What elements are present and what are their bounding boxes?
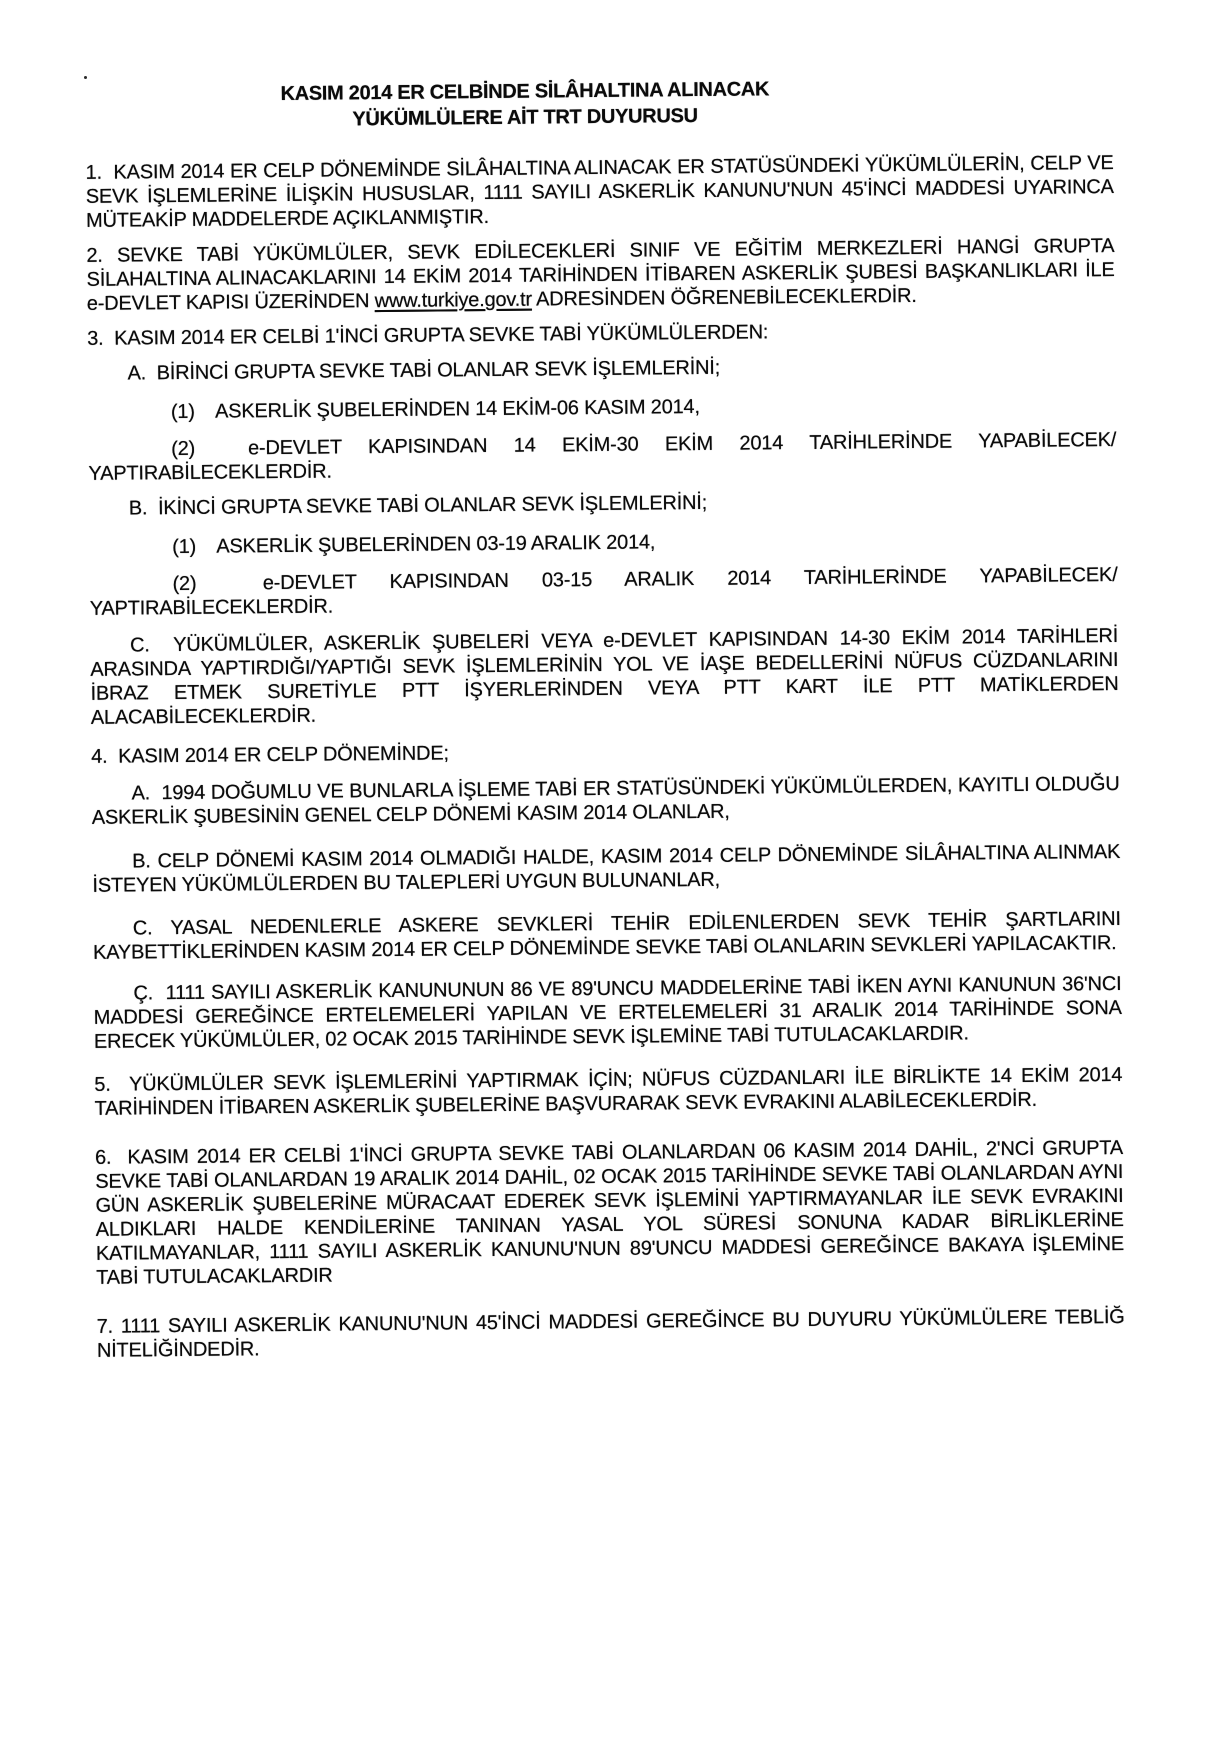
document-title <box>85 74 965 134</box>
subitem-3b-2: (2) e-DEVLET KAPISINDAN 03-15 ARALIK 2014 TARİHLERİNDE YAPABİLECEK/ YAPTIRABİLECEKLERDİR. <box>89 563 1118 620</box>
subitem-3b-1: (1) ASKERLİK ŞUBELERİNDEN 03-19 ARALIK 2014, <box>172 531 656 559</box>
paragraph-2-text-after: ADRESİNDEN ÖĞRENEBİLECEKLERDİR. <box>531 284 917 311</box>
item-4a: A. 1994 DOĞUMLU VE BUNLARLA İŞLEME TABİ ER STATÜSÜNDEKİ YÜKÜMLÜLERDEN, KAYITLI OLDUĞU ASKERLİK ŞUBESİNİN GENEL CELP DÖNEMİ KASIM 2014 OLANLAR, <box>91 772 1120 829</box>
paragraph-1: 1. KASIM 2014 ER CELP DÖNEMİNDE SİLÂHALTINA ALINACAK ER STATÜSÜNDEKİ YÜKÜMLÜLERİN, CELP VE SEVK İŞLEMLERİNE İLİŞKİN HUSUSLAR, 1111 SAYILI ASKERLİK KANUNU'NUN 45'İNCİ MADDESİ UYARINCA MÜTEAKİP MADDELERDE AÇIKLANMIŞTIR. <box>85 152 1114 232</box>
paragraph-2 <box>86 234 1115 316</box>
paragraph-5: 5. YÜKÜMLÜLER SEVK İŞLEMLERİNİ YAPTIRMAK İÇİN; NÜFUS CÜZDANLARI İLE BİRLİKTE 14 EKİM 2014 TARİHİNDEN İTİBAREN ASKERLİK ŞUBELERİNE BAŞVURARAK SEVK EVRAKINI ALABİLECEKLERDİR. <box>94 1063 1123 1120</box>
subitem-3a-2: (2) e-DEVLET KAPISINDAN 14 EKİM-30 EKİM 2014 TARİHLERİNDE YAPABİLECEK/ YAPTIRABİLECEKLERDİR. <box>88 428 1117 485</box>
document-title-line1: KASIM 2014 ER CELBİNDE SİLÂHALTINA ALINACAK <box>280 78 770 106</box>
item-4b: B. CELP DÖNEMİ KASIM 2014 OLMADIĞI HALDE, KASIM 2014 CELP DÖNEMİNDE SİLÂHALTINA ALINMAK İSTEYEN YÜKÜMLÜLERDEN BU TALEPLERİ UYGUN BULUNANLAR, <box>92 840 1121 897</box>
item-3c: C. YÜKÜMLÜLER, ASKERLİK ŞUBELERİ VEYA e-DEVLET KAPISINDAN 14-30 EKİM 2014 TARİHLERİ ARASINDA YAPTIRDIĞI/YAPTIĞI SEVK İŞLEMLERİNİN YOL VE İAŞE BEDELLERİNİ NÜFUS CÜZDANLARINI İBRAZ ETMEK SURETİYLE PTT İŞYERLERİNDEN VEYA PTT KART İLE PTT MATİKLERDEN ALACABİLECEKLERDİR. <box>90 624 1119 729</box>
item-3a: A. BİRİNCİ GRUPTA SEVKE TABİ OLANLAR SEVK İŞLEMLERİNİ; <box>127 356 721 385</box>
paragraph-3: 3. KASIM 2014 ER CELBİ 1'İNCİ GRUPTA SEVKE TABİ YÜKÜMLÜLERDEN: <box>87 321 769 350</box>
url-text: www.turkiye.gov.tr <box>374 288 532 313</box>
paragraph-7: 7. 1111 SAYILI ASKERLİK KANUNU'NUN 45'İNCİ MADDESİ GEREĞİNCE BU DUYURU YÜKÜMLÜLERE TEBLİĞ NİTELİĞİNDEDİR. <box>96 1305 1125 1362</box>
item-4cc: Ç. 1111 SAYILI ASKERLİK KANUNUNUN 86 VE 89'UNCU MADDELERİNE TABİ İKEN AYNI KANUNUN 36'NCI MADDESİ GEREĞİNCE ERTELEMELERİ YAPILAN VE ERTELEMELERİ 31 ARALIK 2014 TARİHİNDE SONA ERECEK YÜKÜMLÜLER, 02 OCAK 2015 TARİHİNDE SEVK İŞLEMİNE TABİ TUTULACAKLARDIR. <box>93 972 1122 1053</box>
paragraph-6: 6. KASIM 2014 ER CELBİ 1'İNCİ GRUPTA SEVKE TABİ OLANLARDAN 06 KASIM 2014 DAHİL, 2'NCİ GRUPTA SEVKE TABİ OLANLARDAN 19 ARALIK 2014 DAHİL, 02 OCAK 2015 TARİHİNDE SEVKE TABİ OLANLARDAN AYNI GÜN ASKERLİK ŞUBELERİNE MÜRACAAT EDEREK SEVK İŞLEMİNİ YAPTIRMAYANLAR İLE SEVK EVRAKINI ALDIKLARI HALDE KENDİLERİNE TANINAN YASAL YOL SÜRESİ SONUNA KADAR BİRLİKLERİNE KATILMAYANLAR, 1111 SAYILI ASKERLİK KANUNU'NUN 89'UNCU MADDESİ GEREĞİNCE BAKAYA İŞLEMİNE TABİ TUTULACAKLARDIR <box>94 1136 1125 1289</box>
document-body <box>85 73 1125 1363</box>
paragraph-2-text-before: 2. SEVKE TABİ YÜKÜMLÜLER, SEVK EDİLECEKLERİ SINIF VE EĞİTİM MERKEZLERİ HANGİ GRUPTA SİLAHALTINA ALINACAKLARINI 14 EKİM 2014 TARİHİNDEN İTİBAREN ASKERLİK ŞUBESİ BAŞKANLIKLARI İLE e-DEVLET KAPISI ÜZERİNDEN <box>86 235 1115 315</box>
item-3b: B. İKİNCİ GRUPTA SEVKE TABİ OLANLAR SEVK İŞLEMLERİNİ; <box>128 491 708 520</box>
paragraph-4: 4. KASIM 2014 ER CELP DÖNEMİNDE; <box>91 742 449 768</box>
document-title-line2: YÜKÜMLÜLERE AİT TRT DUYURUSU <box>352 104 698 131</box>
item-4c: C. YASAL NEDENLERLE ASKERE SEVKLERİ TEHİR EDİLENLERDEN SEVK TEHİR ŞARTLARINI KAYBETTİKLERİNDEN KASIM 2014 ER CELP DÖNEMİNDE SEVKE TABİ OLANLARIN SEVKLERİ YAPILACAKTIR. <box>92 907 1121 964</box>
scan-speck <box>84 76 87 79</box>
subitem-3a-1: (1) ASKERLİK ŞUBELERİNDEN 14 EKİM-06 KASIM 2014, <box>170 395 700 424</box>
